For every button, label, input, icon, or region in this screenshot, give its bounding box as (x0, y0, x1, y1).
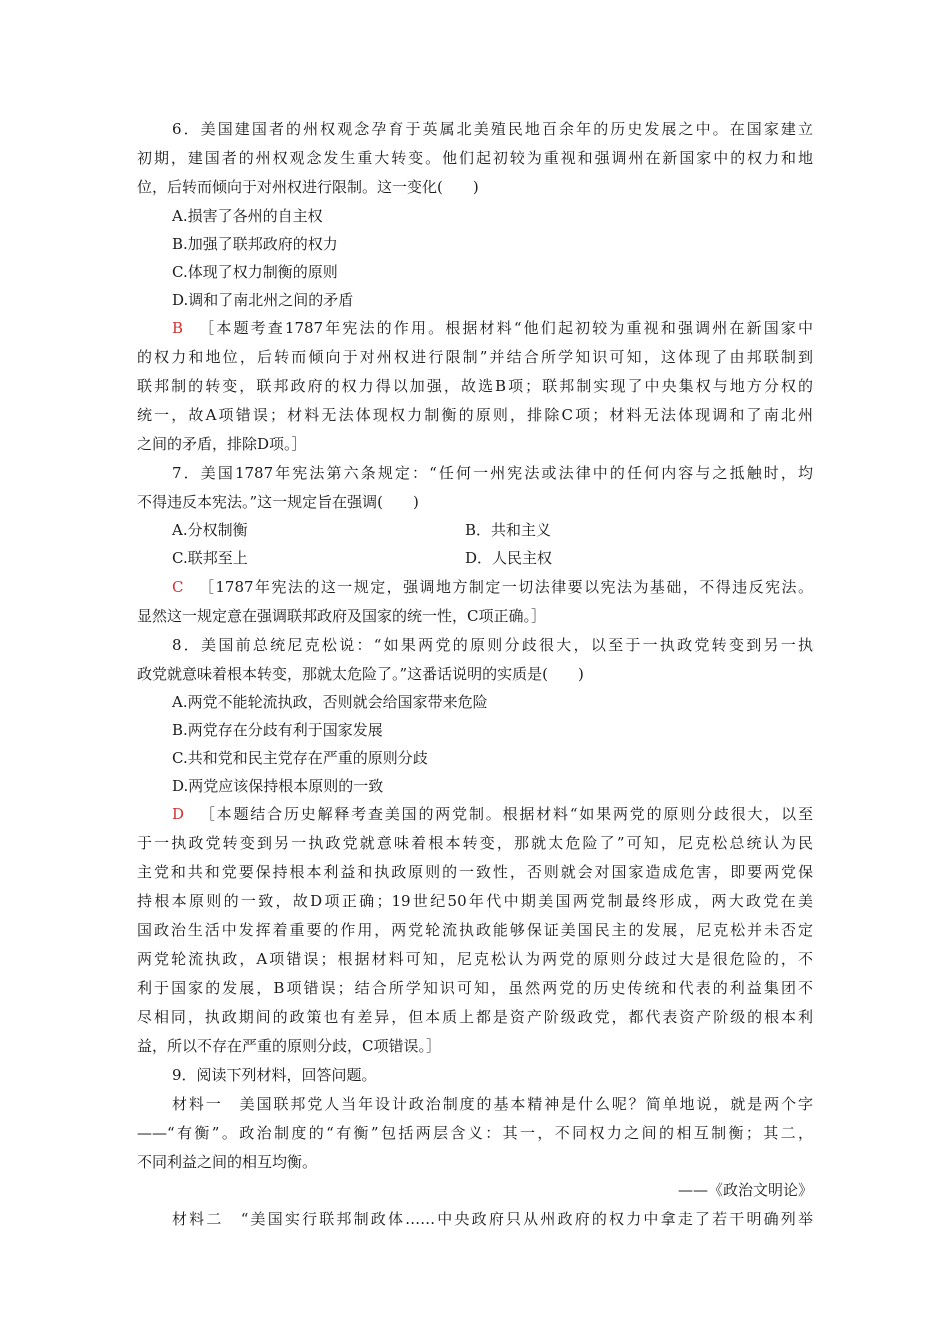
q6-explanation-line: 联邦制的转变，联邦政府的权力得以加强，故选B项；联邦制实现了中央集权与地方分权的 (137, 377, 813, 395)
q8-option-c: C.共和党和民主党存在严重的原则分歧 (172, 749, 428, 767)
q7-option-b: B．共和主义 (465, 521, 552, 539)
q8-explanation-line: 国政治生活中发挥着重要的作用，两党轮流执政能够保证美国民主的发展，尼克松并未否定 (137, 921, 813, 939)
q6-explanation-line: 之间的矛盾，排除D项。］ (137, 435, 307, 453)
q8-explanation-line: 于一执政党转变到另一执政党就意味着根本转变，那就太危险了”可知，尼克松总统认为民 (137, 834, 813, 852)
q8-option-d: D.两党应该保持根本原则的一致 (172, 777, 384, 795)
q8-option-a: A.两党不能轮流执政，否则就会给国家带来危险 (172, 693, 488, 711)
q6-explanation-line: 的权力和地位，后转而倾向于对州权进行限制”并结合所学知识可知，这体现了由邦联制到 (137, 348, 813, 366)
q8-stem-line: 8．美国前总统尼克松说：“如果两党的原则分歧很大，以至于一执政党转变到另一执 (172, 636, 813, 654)
q6-option-c: C.体现了权力制衡的原则 (172, 263, 338, 281)
q8-explanation-line: 尽相同，执政期间的政策也有差异，但本质上都是资产阶级政党，都代表资产阶级的根本利 (137, 1008, 813, 1026)
q9-material1-line: 不同利益之间的相互均衡。 (137, 1153, 318, 1171)
q9-material2-line: 材料二 “美国实行联邦制政体……中央政府只从州政府的权力中拿走了若干明确列举 (172, 1210, 813, 1228)
q7-explanation-line: 显然这一规定意在强调联邦政府及国家的统一性，C项正确。］ (137, 607, 546, 625)
q6-option-b: B.加强了联邦政府的权力 (172, 235, 338, 253)
q6-explanation-line: B ［本题考查1787年宪法的作用。根据材料“他们起初较为重视和强调州在新国家中 (172, 319, 813, 337)
q7-option-c: C.联邦至上 (172, 549, 248, 567)
q8-explanation-line: 益，所以不存在严重的原则分歧，C项错误。］ (137, 1037, 441, 1055)
q6-answer: B (172, 319, 184, 337)
q9-material1-line: 材料一 美国联邦党人当年设计政治制度的基本精神是什么呢？简单地说，就是两个字 (172, 1095, 813, 1113)
q6-stem-line: 初期，建国者的州权观念发生重大转变。他们起初较为重视和强调州在新国家中的权力和地 (137, 149, 813, 167)
q7-options-row (172, 520, 813, 540)
q6-stem-line: 6．美国建国者的州权观念孕育于英属北美殖民地百余年的历史发展之中。在国家建立 (172, 120, 813, 138)
q6-option-a: A.损害了各州的自主权 (172, 207, 323, 225)
q8-option-b: B.两党存在分歧有利于国家发展 (172, 721, 383, 739)
q8-explanation-line: 主党和共和党要保持根本利益和执政原则的一致性，否则就会对国家造成危害，即要两党保 (137, 863, 813, 881)
q8-explanation-line: 利于国家的发展，B项错误；结合所学知识可知，虽然两党的历史传统和代表的利益集团不 (137, 979, 813, 997)
q9-material1-line: ——“有衡”。政治制度的“有衡”包括两层含义：其一，不同权力之间的相互制衡；其二， (137, 1124, 813, 1142)
q7-options-row (172, 548, 813, 568)
q8-stem-line: 政党就意味着根本转变，那就太危险了。”这番话说明的实质是( ) (137, 665, 584, 683)
q7-option-d: D．人民主权 (465, 549, 553, 567)
q8-explanation-line: 两党轮流执政，A项错误；根据材料可知，尼克松认为两党的原则分歧过大是很危险的，不 (137, 950, 813, 968)
q6-option-d: D.调和了南北州之间的矛盾 (172, 291, 354, 309)
q6-explanation-line: 统一，故A项错误；材料无法体现权力制衡的原则，排除C项；材料无法体现调和了南北州 (137, 406, 813, 424)
q7-answer: C (172, 578, 184, 596)
q7-option-a: A.分权制衡 (172, 521, 248, 539)
q7-explanation-line: C ［1787年宪法的这一规定，强调地方制定一切法律要以宪法为基础，不得违反宪法。 (172, 578, 813, 596)
q8-answer: D (172, 805, 185, 823)
q7-stem-line: 7．美国1787年宪法第六条规定：“任何一州宪法或法律中的任何内容与之抵触时，均 (172, 464, 813, 482)
q8-explanation-line: 持根本原则的一致，故D项正确；19世纪50年代中期美国两党制最终形成，两大政党在美 (137, 892, 813, 910)
q9-material1-source: ——《政治文明论》 (677, 1181, 813, 1199)
q6-stem-line: 位，后转而倾向于对州权进行限制。这一变化( ) (137, 178, 479, 196)
q7-stem-line: 不得违反本宪法。”这一规定旨在强调( ) (137, 493, 419, 511)
q8-explanation-line: D ［本题结合历史解释考查美国的两党制。根据材料“如果两党的原则分歧很大，以至 (172, 805, 813, 823)
q9-stem: 9．阅读下列材料，回答问题。 (172, 1066, 377, 1084)
